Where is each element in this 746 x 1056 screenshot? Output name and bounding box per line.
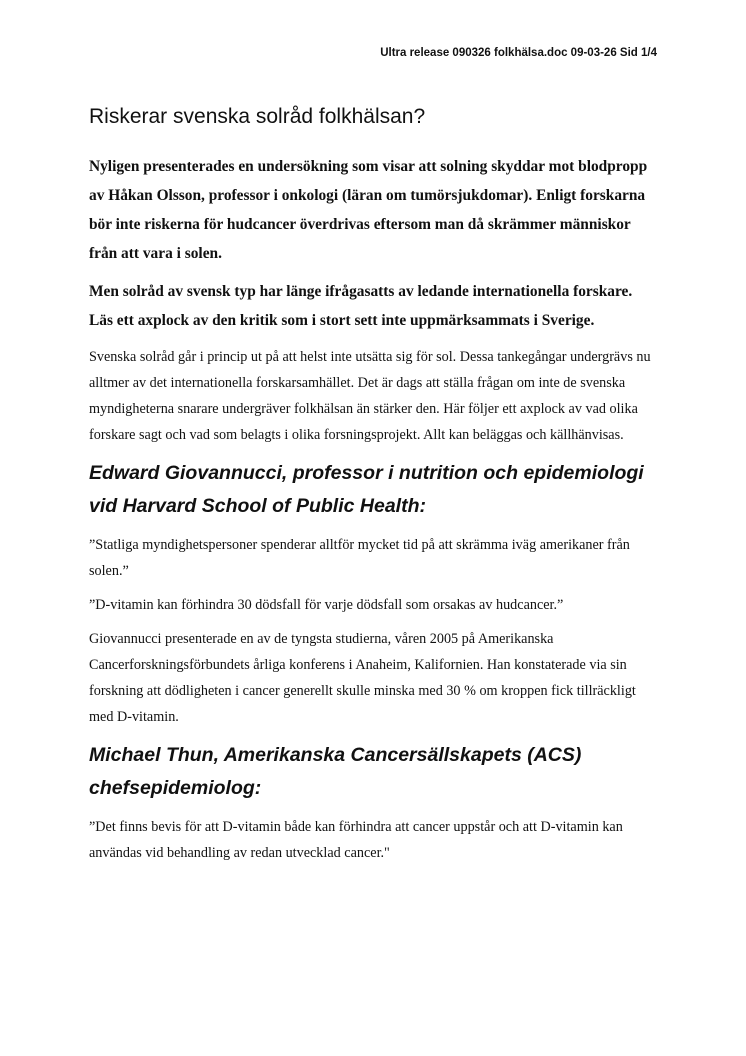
section-heading: Michael Thun, Amerikanska Cancersällskapets (ACS) chefsepidemiolog: [89,744,582,799]
quote-paragraph: ”Statliga myndighetspersoner spenderar alltför mycket tid på att skrämma iväg amerikaner från solen.” [89,537,630,579]
page-header: Ultra release 090326 folkhälsa.doc 09-03-26 Sid 1/4 [380,47,657,59]
document-body [89,104,659,874]
quote-paragraph: ”D-vitamin kan förhindra 30 dödsfall för varje dödsfall som orsakas av hudcancer.” [89,597,564,613]
lead-paragraph-1: Nyligen presenterades en undersökning som visar att solning skyddar mot blodpropp av Håkan Olsson, professor i onkologi (läran om tumörsjukdomar). Enligt forskarna bör inte riskerna för hudcancer överdrivas eftersom man då skrämmer människor från att vara i solen. [89,158,648,262]
lead-paragraph-2: Men solråd av svensk typ har länge ifrågasatts av ledande internationella forskare. Läs ett axplock av den kritik som i stort sett inte uppmärksammats i Sverige. [89,283,633,329]
section-heading: Edward Giovannucci, professor i nutrition och epidemiologi vid Harvard School of Public Health: [89,462,644,517]
quote-paragraph: ”Det finns bevis för att D-vitamin både kan förhindra att cancer uppstår och att D-vitamin kan användas vid behandling av redan utvecklad cancer." [89,819,623,861]
intro-paragraph: Svenska solråd går i princip ut på att helst inte utsätta sig för sol. Dessa tankegångar undergrävs nu alltmer av det internationella forskarsamhället. Det är dags att ställa frågan om inte de svenska myndigheterna snarare undergräver folkhälsan än stärker den. Här följer ett axplock av vad olika forskare sagt och vad som belagts i olika forsningsprojekt. Allt kan beläggas och källhänvisas. [89,349,651,443]
section-thun [89,739,659,866]
body-paragraph: Giovannucci presenterade en av de tyngsta studierna, våren 2005 på Amerikanska Cancerforskningsförbundets årliga konferens i Anaheim, Kalifornien. Han konstaterade via sin forskning att dödligheten i cancer generellt skulle minska med 30 % om kroppen fick tillräckligt med D-vitamin. [89,631,636,725]
section-giovannucci [89,457,659,730]
document-title: Riskerar svenska solråd folkhälsan? [89,105,426,128]
